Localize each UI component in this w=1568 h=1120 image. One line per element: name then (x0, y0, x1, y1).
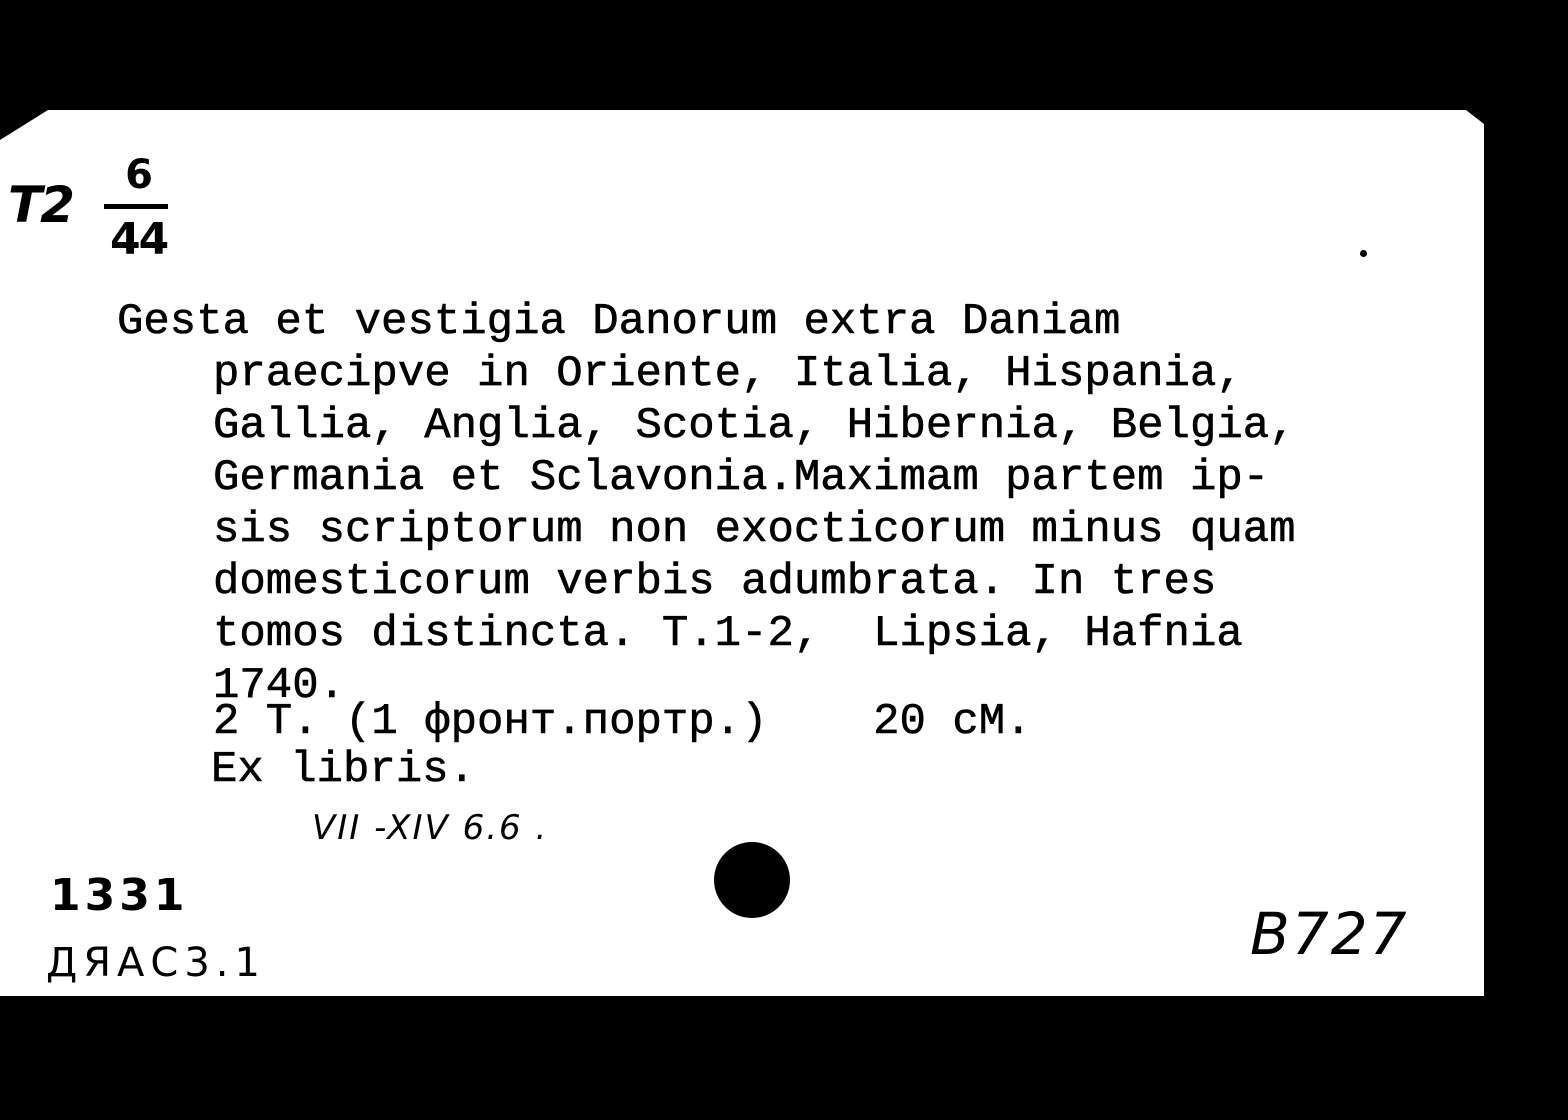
accession-number-1: 1331 (50, 870, 189, 921)
shelfmark-fraction-bar (104, 204, 168, 209)
handwritten-volumes-note: VII -XIV 6.6 . (312, 808, 549, 848)
shelfmark-denominator: 44 (110, 214, 168, 265)
accession-number-3: B727 (1250, 900, 1409, 968)
shelfmark-prefix: T2 (8, 176, 73, 234)
accession-number-2: ДЯАС3.1 (46, 940, 266, 986)
ink-speck (1360, 250, 1367, 257)
title-continuation: praecipve in Oriente, Italia, Hispania, Gallia, Anglia, Scotia, Hibernia, Belgia, Germania et Sclavonia.Maximam partem ip- sis scriptorum non exocticorum minus quam domesticorum verbis adumbrata. In tres tomos distincta. T.1-2, Lipsia, Hafnia 1740. (213, 349, 1296, 711)
shelfmark-numerator: 6 (125, 152, 153, 198)
shelfmark (8, 152, 178, 290)
collation-line: 2 T. (1 фронт.портр.) 20 cM. (213, 697, 1032, 747)
title-first-line: Gesta et vestigia Danorum extra Daniam (117, 297, 1121, 347)
ex-libris-note: Ex libris. (211, 745, 476, 795)
card-punch-hole (714, 842, 790, 918)
